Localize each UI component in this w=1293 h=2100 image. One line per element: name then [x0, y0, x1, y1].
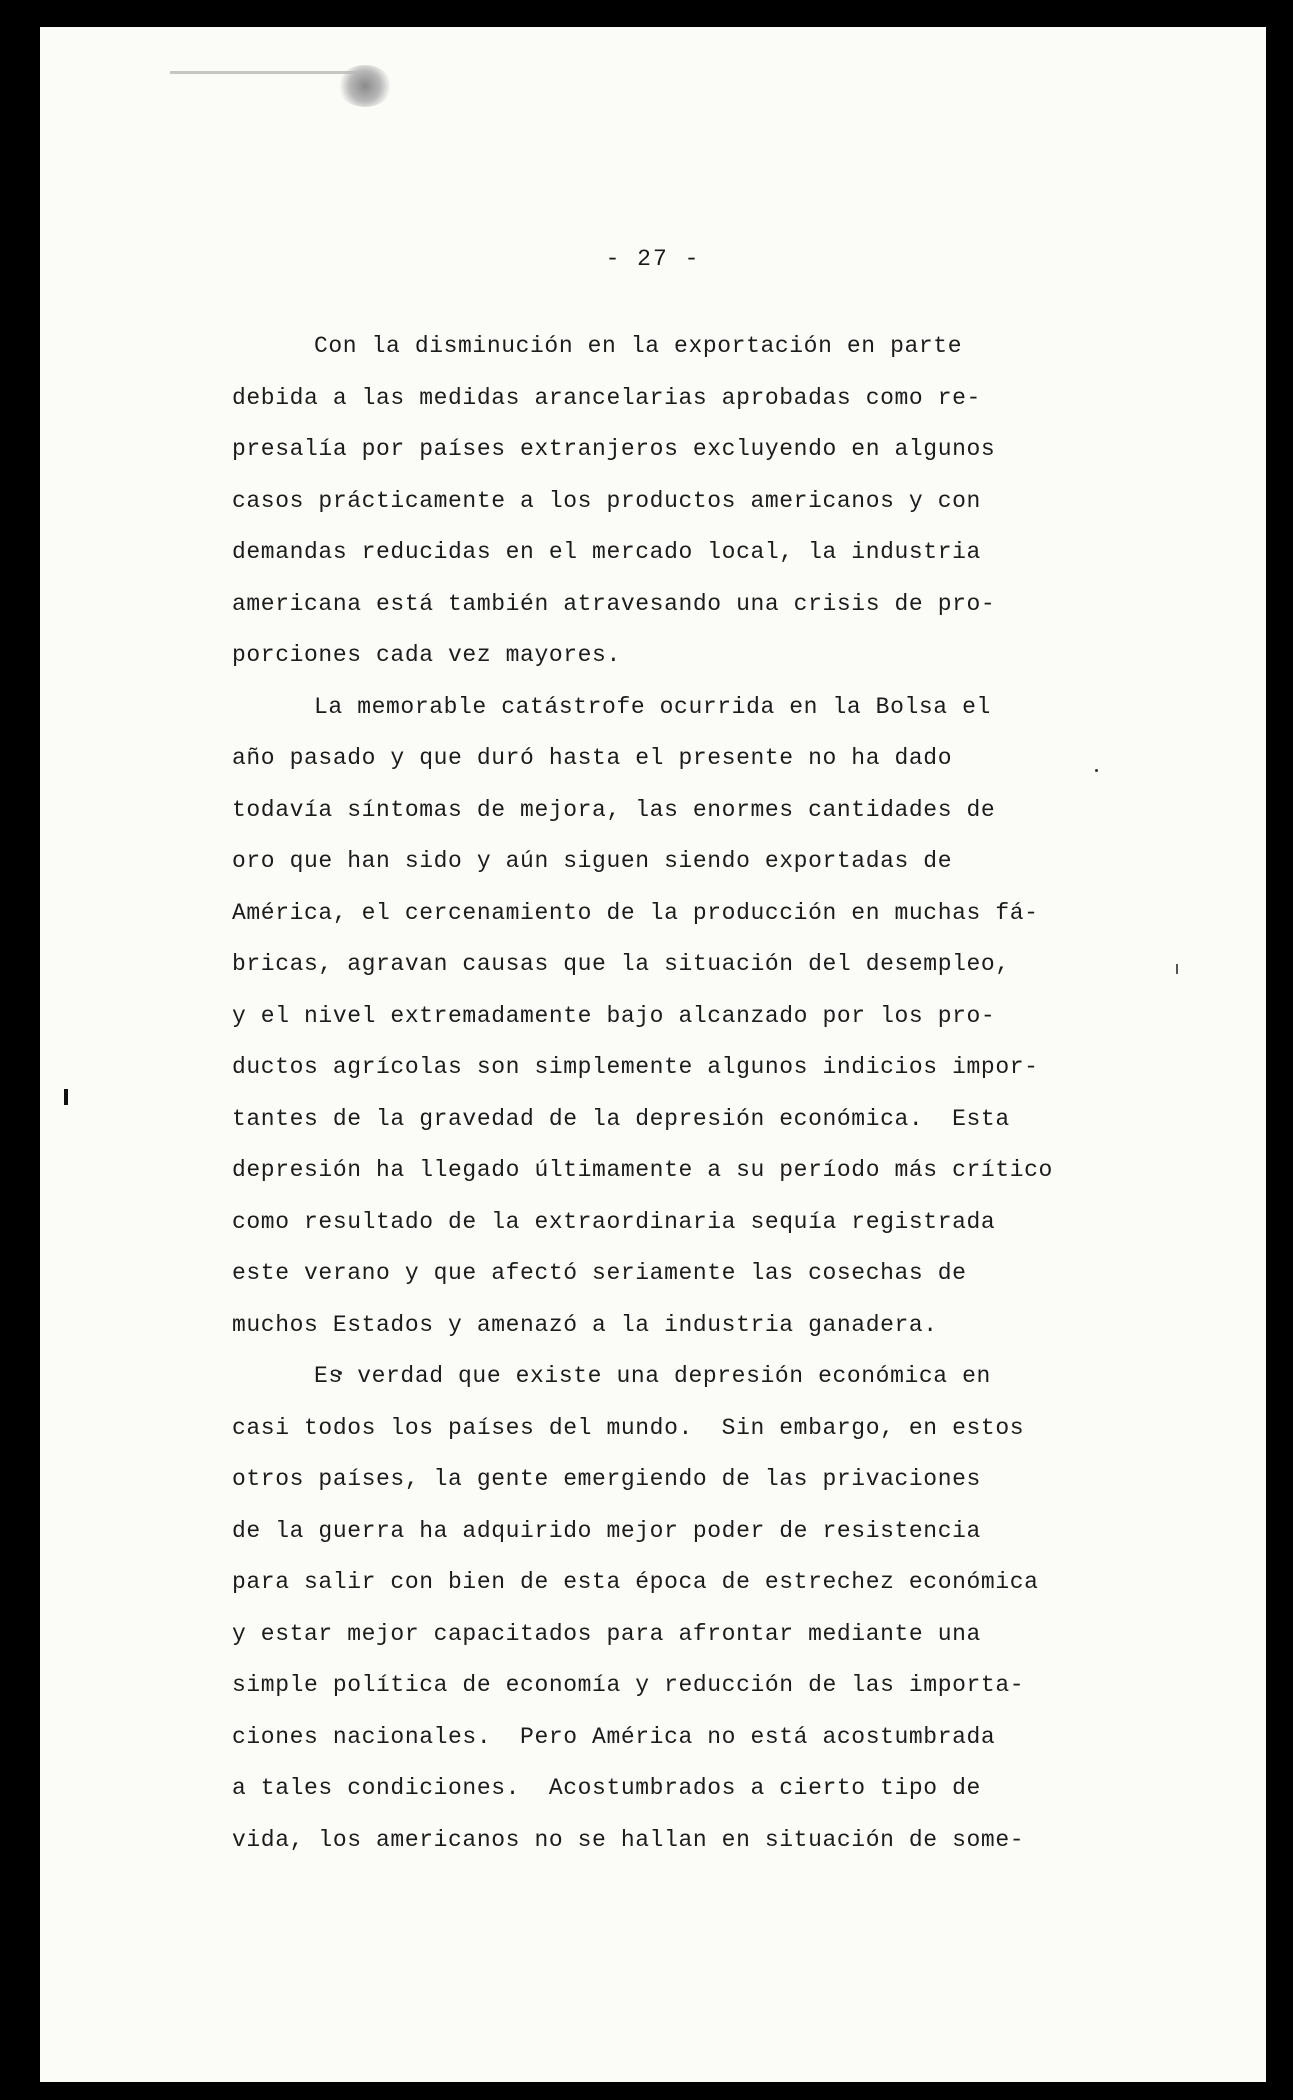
- text-line: año pasado y que duró hasta el presente no ha dado: [232, 745, 953, 771]
- text-line: americana está también atravesando una crisis de pro-: [232, 590, 996, 617]
- text-line: de la guerra ha adquirido mejor poder de resistencia: [232, 1517, 981, 1544]
- text-line: América, el cercenamiento de la producción en muchas fá-: [232, 899, 1039, 926]
- text-line: otros países, la gente emergiendo de las privaciones: [232, 1466, 981, 1492]
- text-line: para salir con bien de esta época de estrechez económica: [232, 1569, 1039, 1595]
- text-line: todavía síntomas de mejora, las enormes cantidades de: [232, 796, 996, 823]
- text-line: casi todos los países del mundo. Sin embargo, en estos: [232, 1414, 1025, 1441]
- text-line: casos prácticamente a los productos americanos y con: [232, 487, 981, 514]
- text-line: La memorable catástrofe ocurrida en la Bolsa el: [314, 693, 991, 720]
- text-line: debida a las medidas arancelarias aprobadas como re-: [232, 384, 981, 411]
- text-line: tantes de la gravedad de la depresión económica. Esta: [232, 1105, 1010, 1132]
- text-line: demandas reducidas en el mercado local, la industria: [232, 539, 981, 565]
- text-line: vida, los americanos no se hallan en situación de some-: [232, 1826, 1025, 1853]
- document-page: [40, 27, 1266, 2082]
- text-line: y el nivel extremadamente bajo alcanzado por los pro-: [232, 1002, 996, 1029]
- smudge-line: [170, 71, 370, 74]
- text-line: ciones nacionales. Pero América no está acostumbrada: [232, 1723, 996, 1750]
- speck: [1176, 964, 1178, 974]
- text-line: simple política de economía y reducción de las importa-: [232, 1672, 1025, 1698]
- text-line: oro que han sido y aún siguen siendo exportadas de: [232, 848, 953, 874]
- text-line: bricas, agravan causas que la situación del desempleo,: [232, 951, 1010, 977]
- ink-smudge: [170, 47, 370, 105]
- text-line: ductos agrícolas son simplemente algunos indicios impor-: [232, 1054, 1039, 1080]
- text-line: como resultado de la extraordinaria sequía registrada: [232, 1208, 996, 1235]
- text-line: muchos Estados y amenazó a la industria ganadera.: [232, 1311, 938, 1338]
- text-line: Es verdad que existe una depresión económica en: [314, 1363, 991, 1389]
- page-number: - 27 -: [605, 246, 701, 272]
- text-line: este verano y que afectó seriamente las cosechas de: [232, 1260, 967, 1286]
- text-line: depresión ha llegado últimamente a su período más crítico: [232, 1157, 1053, 1183]
- text-line: porciones cada vez mayores.: [232, 642, 621, 668]
- text-line: a tales condiciones. Acostumbrados a cierto tipo de: [232, 1775, 981, 1801]
- text-line: y estar mejor capacitados para afrontar mediante una: [232, 1620, 981, 1647]
- typewritten-body: [232, 321, 1172, 1866]
- text-line: presalía por países extranjeros excluyendo en algunos: [232, 436, 996, 462]
- text-line: Con la disminución en la exportación en parte: [314, 333, 963, 359]
- smudge-blot: [338, 65, 392, 107]
- margin-mark: [64, 1089, 68, 1105]
